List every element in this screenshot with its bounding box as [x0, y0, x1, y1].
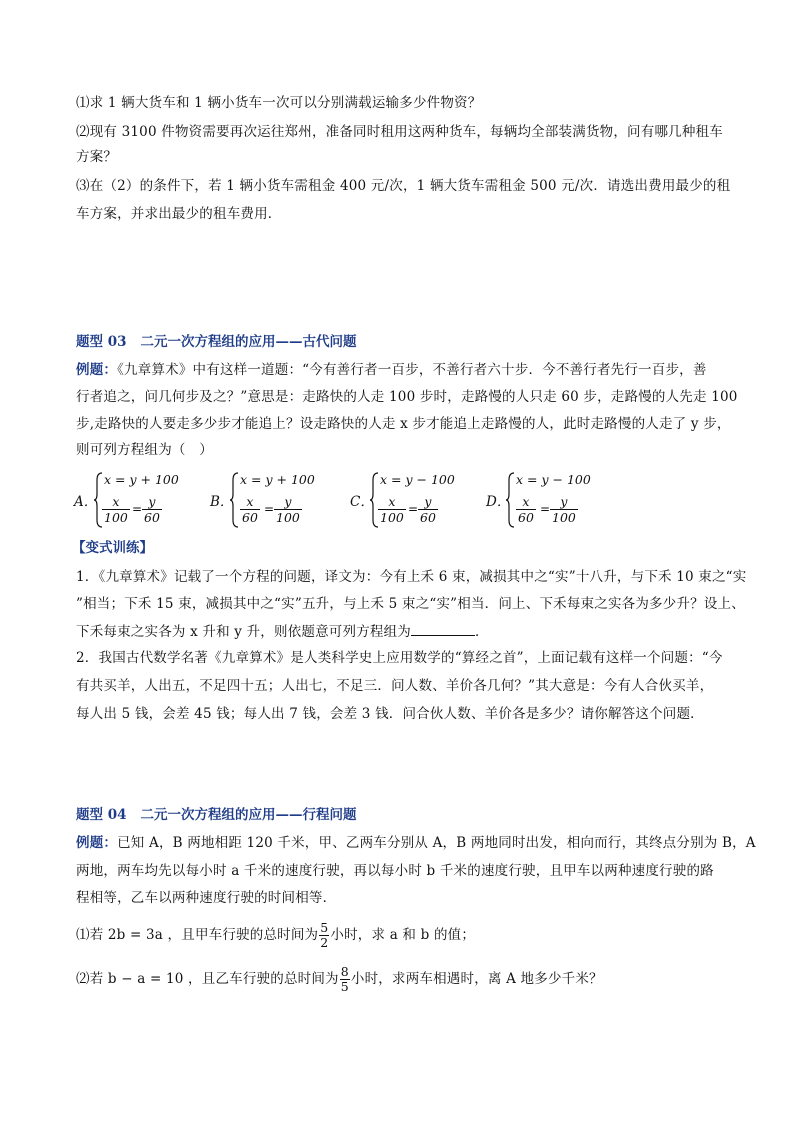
option-b-den-left: 60: [242, 510, 258, 525]
option-a-num-left: x: [102, 494, 130, 510]
question-1: ⑴求 1 辆大货车和 1 辆小货车一次可以分别满载运输多少件物资？: [76, 95, 482, 111]
option-d-den-left: 60: [518, 510, 534, 525]
option-d-eq-sign: =: [540, 502, 551, 516]
option-b-frac-left: [240, 494, 260, 525]
option-c-num-right: y: [418, 494, 438, 510]
option-d-frac-left: [516, 494, 536, 525]
option-b[interactable]: [210, 470, 360, 530]
q2-post: 小时，求两车相遇时，离 A 地多少千米？: [350, 971, 603, 987]
practice-1-line-3: [76, 621, 736, 642]
q2-num: 8: [340, 964, 349, 979]
option-c-num-left: x: [378, 494, 406, 510]
section-03-heading: [76, 332, 357, 352]
q2-den: 5: [340, 979, 349, 994]
option-b-num-right: y: [274, 494, 302, 510]
q1-den: 2: [320, 935, 329, 950]
question-2-line-2: 方案？: [76, 149, 118, 165]
section-03-title: 二元一次方程组的应用——古代问题: [140, 334, 357, 350]
left-brace-icon: [230, 472, 240, 528]
option-b-den-right: 100: [276, 510, 300, 525]
option-b-frac-right: [274, 494, 302, 525]
example-03-line-4: 则可列方程组为（ ）: [76, 442, 213, 458]
option-c-den-left: 100: [380, 510, 404, 525]
option-c-frac-right: [418, 494, 438, 525]
option-b-num-left: x: [240, 494, 260, 510]
option-c-frac-left: [378, 494, 406, 525]
option-d-eq1: x = y − 100: [516, 472, 591, 487]
option-c-eq1: x = y − 100: [380, 472, 455, 487]
q2-pre: ⑵若 b − a = 10 ，且乙车行驶的总时间为: [76, 971, 339, 987]
option-a-den-left: 100: [104, 510, 128, 525]
option-d-num-left: x: [516, 494, 536, 510]
option-a-frac-right: [142, 494, 162, 525]
option-c-letter: C．: [350, 494, 374, 510]
example-03-line-3: 步,走路快的人要走多少步才能追上？设走路快的人走 x 步才能追上走路慢的人，此时走路慢的人走了 y 步，: [76, 416, 731, 432]
example-03-text-1: 《九章算术》中有这样一道题：“今有善行者一百步，不善行者六十步．今不善行者先行一百步，善: [117, 362, 707, 378]
practice-heading: 【变式训练】: [72, 540, 153, 556]
option-d-den-right: 100: [552, 510, 576, 525]
practice-2-line-2: 有共买羊，人出五，不足四十五；人出七，不足三．问人数、羊价各几何？”其大意是：今有人合伙买羊，: [76, 678, 714, 694]
example-04-text-1: 已知 A，B 两地相距 120 千米，甲、乙两车分别从 A，B 两地同时出发，相向而行，其终点分别为 B，A: [117, 835, 756, 851]
option-b-letter: B．: [210, 494, 234, 510]
example-04-line-1: [76, 833, 756, 853]
section-04-tag: 题型 04: [76, 807, 127, 823]
option-d-frac-right: [550, 494, 578, 525]
question-2-line-1: ⑵现有 3100 件物资需要再次运往郑州，准备同时租用这两种货车，每辆均全部装满货物，问有哪几种租车: [76, 124, 723, 140]
option-c-den-right: 60: [420, 510, 436, 525]
q1-fraction: [319, 921, 329, 950]
practice-1-text-3: 下禾每束之实各为 x 升和 y 升，则依题意可列方程组为: [76, 624, 412, 640]
q2-fraction: [340, 965, 350, 994]
example-03-line-2: 行者追之，问几何步及之？”意思是：走路快的人走 100 步时，走路慢的人只走 60 步，走路慢的人先走 100: [76, 389, 738, 405]
section-04-heading: [76, 805, 357, 825]
answer-options: [74, 470, 734, 530]
question-3-line-1: ⑶在（2）的条件下，若 1 辆小货车需租金 400 元/次，1 辆大货车需租金 500 元/次．请选出费用最少的租: [76, 178, 731, 194]
option-a-eq-sign: =: [132, 502, 143, 516]
option-c-eq-sign: =: [408, 502, 419, 516]
option-c[interactable]: [350, 470, 500, 530]
practice-1-line-2: ”相当；下禾 15 束，减损其中之“实”五升，与上禾 5 束之“实”相当．问上、下禾每束之实各为多少升？设上、: [76, 596, 745, 612]
option-b-eq1: x = y + 100: [240, 472, 315, 487]
section-03-tag: 题型 03: [76, 334, 127, 350]
example-label: 例题：: [76, 835, 118, 851]
option-d-letter: D．: [486, 494, 511, 510]
practice-2-line-3: 每人出 5 钱，会差 45 钱；每人出 7 钱，会差 3 钱．问合伙人数、羊价各是多少？请你解答这个问题．: [76, 706, 704, 722]
example-03-line-1: [76, 360, 736, 380]
answer-blank[interactable]: [411, 621, 475, 636]
q1-post: 小时，求 a 和 b 的值；: [330, 927, 476, 943]
option-d[interactable]: [486, 470, 636, 530]
example-04-line-2: 两地，两车均先以每小时 a 千米的速度行驶，再以每小时 b 千米的速度行驶，且甲车以两种速度行驶的路: [76, 863, 714, 879]
practice-2-line-1: 2．我国古代数学名著《九章算术》是人类科学史上应用数学的“算经之首”，上面记载有这样一个问题：“今: [76, 650, 723, 666]
option-a[interactable]: [74, 470, 224, 530]
q1-pre: ⑴若 2b = 3a ，且甲车行驶的总时间为: [76, 927, 319, 943]
practice-1-tail: ．: [475, 624, 489, 640]
question-3-line-2: 车方案，并求出最少的租车费用．: [76, 206, 282, 222]
example-label: 例题：: [76, 362, 118, 378]
q1-num: 5: [320, 920, 329, 935]
example-04-question-1: [76, 917, 736, 953]
left-brace-icon: [506, 472, 516, 528]
option-a-den-right: 60: [144, 510, 160, 525]
section-04-title: 二元一次方程组的应用——行程问题: [140, 807, 357, 823]
option-b-eq-sign: =: [264, 502, 275, 516]
option-a-frac-left: [102, 494, 130, 525]
option-a-letter: A．: [74, 494, 98, 510]
option-a-eq1: x = y + 100: [104, 472, 179, 487]
example-04-question-2: [76, 961, 736, 997]
practice-1-line-1: 1．《九章算术》记载了一个方程的问题，译文为：今有上禾 6 束，减损其中之“实”十八升，与下禾 10 束之“实: [76, 569, 747, 585]
example-04-line-3: 程相等，乙车以两种速度行驶的时间相等．: [76, 890, 337, 906]
option-a-num-right: y: [142, 494, 162, 510]
option-d-num-right: y: [550, 494, 578, 510]
